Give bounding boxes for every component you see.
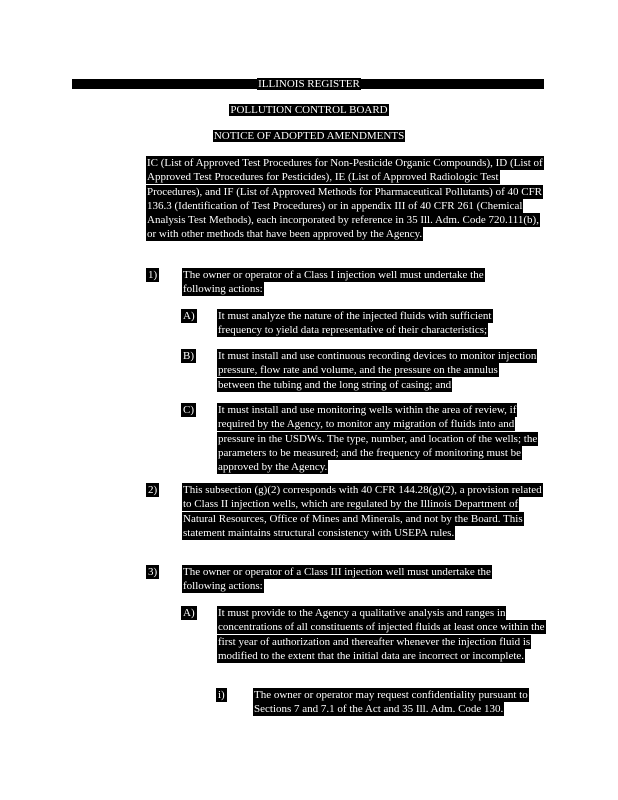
item-label-3ai: i): [218, 689, 225, 701]
board-title: POLLUTION CONTROL BOARD: [230, 104, 388, 116]
register-title: ILLINOIS REGISTER: [258, 78, 360, 90]
item-label-3: 3): [148, 566, 158, 578]
item-text-3: The owner or operator of a Class III injection well must undertake the following actions:: [183, 566, 491, 593]
item-label-2: 2): [148, 484, 158, 496]
item-text-1a: It must analyze the nature of the injected fluids with sufficient frequency to yield data representative of their characteristics;: [218, 310, 492, 337]
item-text-1b: It must install and use continuous recording devices to monitor injection pressure, flow rate and volume, and the pressure on the annulus between the tubing and the long string of casing; and: [218, 350, 537, 391]
item-text-2: This subsection (g)(2) corresponds with 40 CFR 144.28(g)(2), a provision related to Class II injection wells, which are regulated by the Illinois Department of Natural Resources, Office of Mines and Minerals, and not by the Board. This statement maintains structural consistency with USEPA rules.: [183, 484, 542, 539]
item-label-1c: C): [183, 404, 194, 416]
item-text-3ai: The owner or operator may request confidentiality pursuant to Sections 7 and 7.1 of the Act and 35 Ill. Adm. Code 130.: [254, 689, 528, 716]
item-text-1c: It must install and use monitoring wells within the area of review, if required by the Agency, to monitor any migration of fluids into and pressure in the USDWs. The type, number, and location of the wells; the parameters to be measured; and the frequency of monitoring must be approved by the Agency.: [218, 404, 538, 474]
item-text-3a: It must provide to the Agency a qualitative analysis and ranges in concentrations of all constituents of injected fluids at least once within the first year of authorization and thereafter whenever the injection fluid is modified to the extent that the initial data are incorrect or incomplete.: [218, 607, 545, 662]
item-label-3a: A): [183, 607, 195, 619]
item-label-1: 1): [148, 269, 158, 281]
item-text-1: The owner or operator of a Class I injection well must undertake the following actions:: [183, 269, 484, 296]
item-label-1b: B): [183, 350, 194, 362]
notice-title: NOTICE OF ADOPTED AMENDMENTS: [213, 130, 405, 142]
item-label-1a: A): [183, 310, 195, 322]
intro-paragraph: IC (List of Approved Test Procedures for Non-Pesticide Organic Compounds), ID (List of Approved Test Procedures for Pesticides), IE (List of Approved Radiologic Test Procedures), and IF (List of Approved Methods for Pharmaceutical Pollutants) of 40 CFR 136.3 (Identification of Test Procedures) or in appendix III of 40 CFR 261 (Chemical Analysis Test Methods), each incorporated by reference in 35 Ill. Adm. Code 720.111(b), or with other methods that have been approved by the Agency.: [147, 157, 543, 241]
